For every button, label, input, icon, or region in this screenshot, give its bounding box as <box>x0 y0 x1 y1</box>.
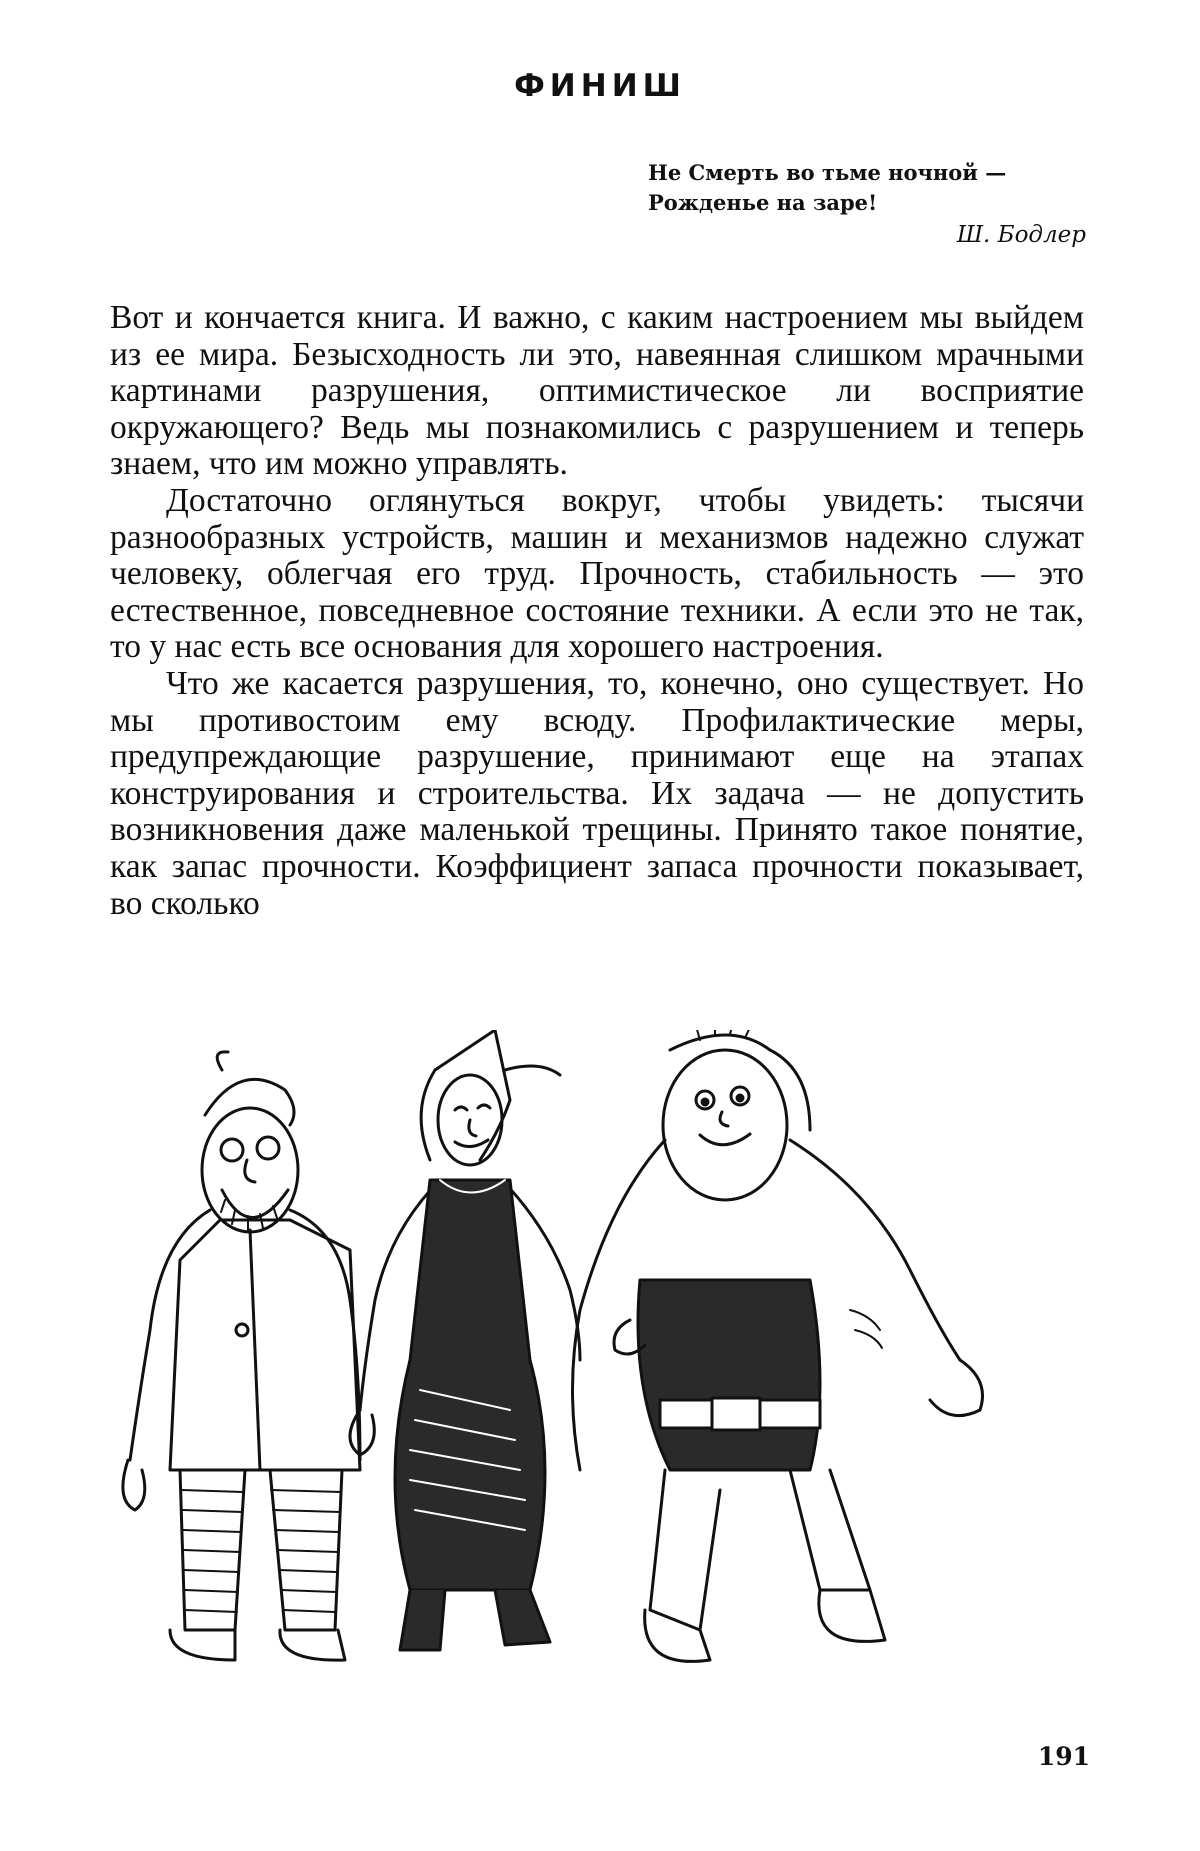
epigraph-line: Рожденье на заре! <box>648 190 878 215</box>
fluffy-creature-figure <box>573 1030 983 1661</box>
paragraph: Что же касается разрушения, то, конечно, оно существует. Но мы противостоим ему всюду. Профилактические меры, предупреждающие разрушение, принимают еще на этапах конструирования и строительства. Их задача — не допустить возникновения даже маленькой трещины. Принято такое понятие, как запас прочности. Коэффициент запаса прочности показывает, во сколько <box>110 664 1084 922</box>
epigraph-line: Не Смерть во тьме ночной — <box>648 160 1007 185</box>
epigraph-author: Ш. Бодлер <box>956 222 1086 248</box>
bearded-man-figure <box>123 1052 360 1660</box>
paragraph: Вот и кончается книга. И важно, с каким настроением мы выйдем из ее мира. Безысходность ли это, навеянная слишком мрачными картинами разрушения, оптимистическое ли восприятие окружающего? Ведь мы познакомились с разрушением и теперь знаем, что им можно управлять. <box>110 299 1084 483</box>
page-number: 191 <box>1037 1742 1090 1771</box>
paragraph: Достаточно оглянуться вокруг, чтобы увидеть: тысячи разнообразных устройств, машин и механизмов надежно служат человеку, облегчая его труд. Прочность, стабильность — это естественное, повседневное состояние техники. А если это не так, то у нас есть все основания для хорошего настроения. <box>110 481 1084 666</box>
epigraph <box>648 158 1088 218</box>
body-text <box>110 300 1084 922</box>
cartoon-illustration <box>110 1030 1090 1690</box>
chapter-title: ФИНИШ <box>514 68 686 104</box>
witch-figure <box>350 1030 580 1650</box>
